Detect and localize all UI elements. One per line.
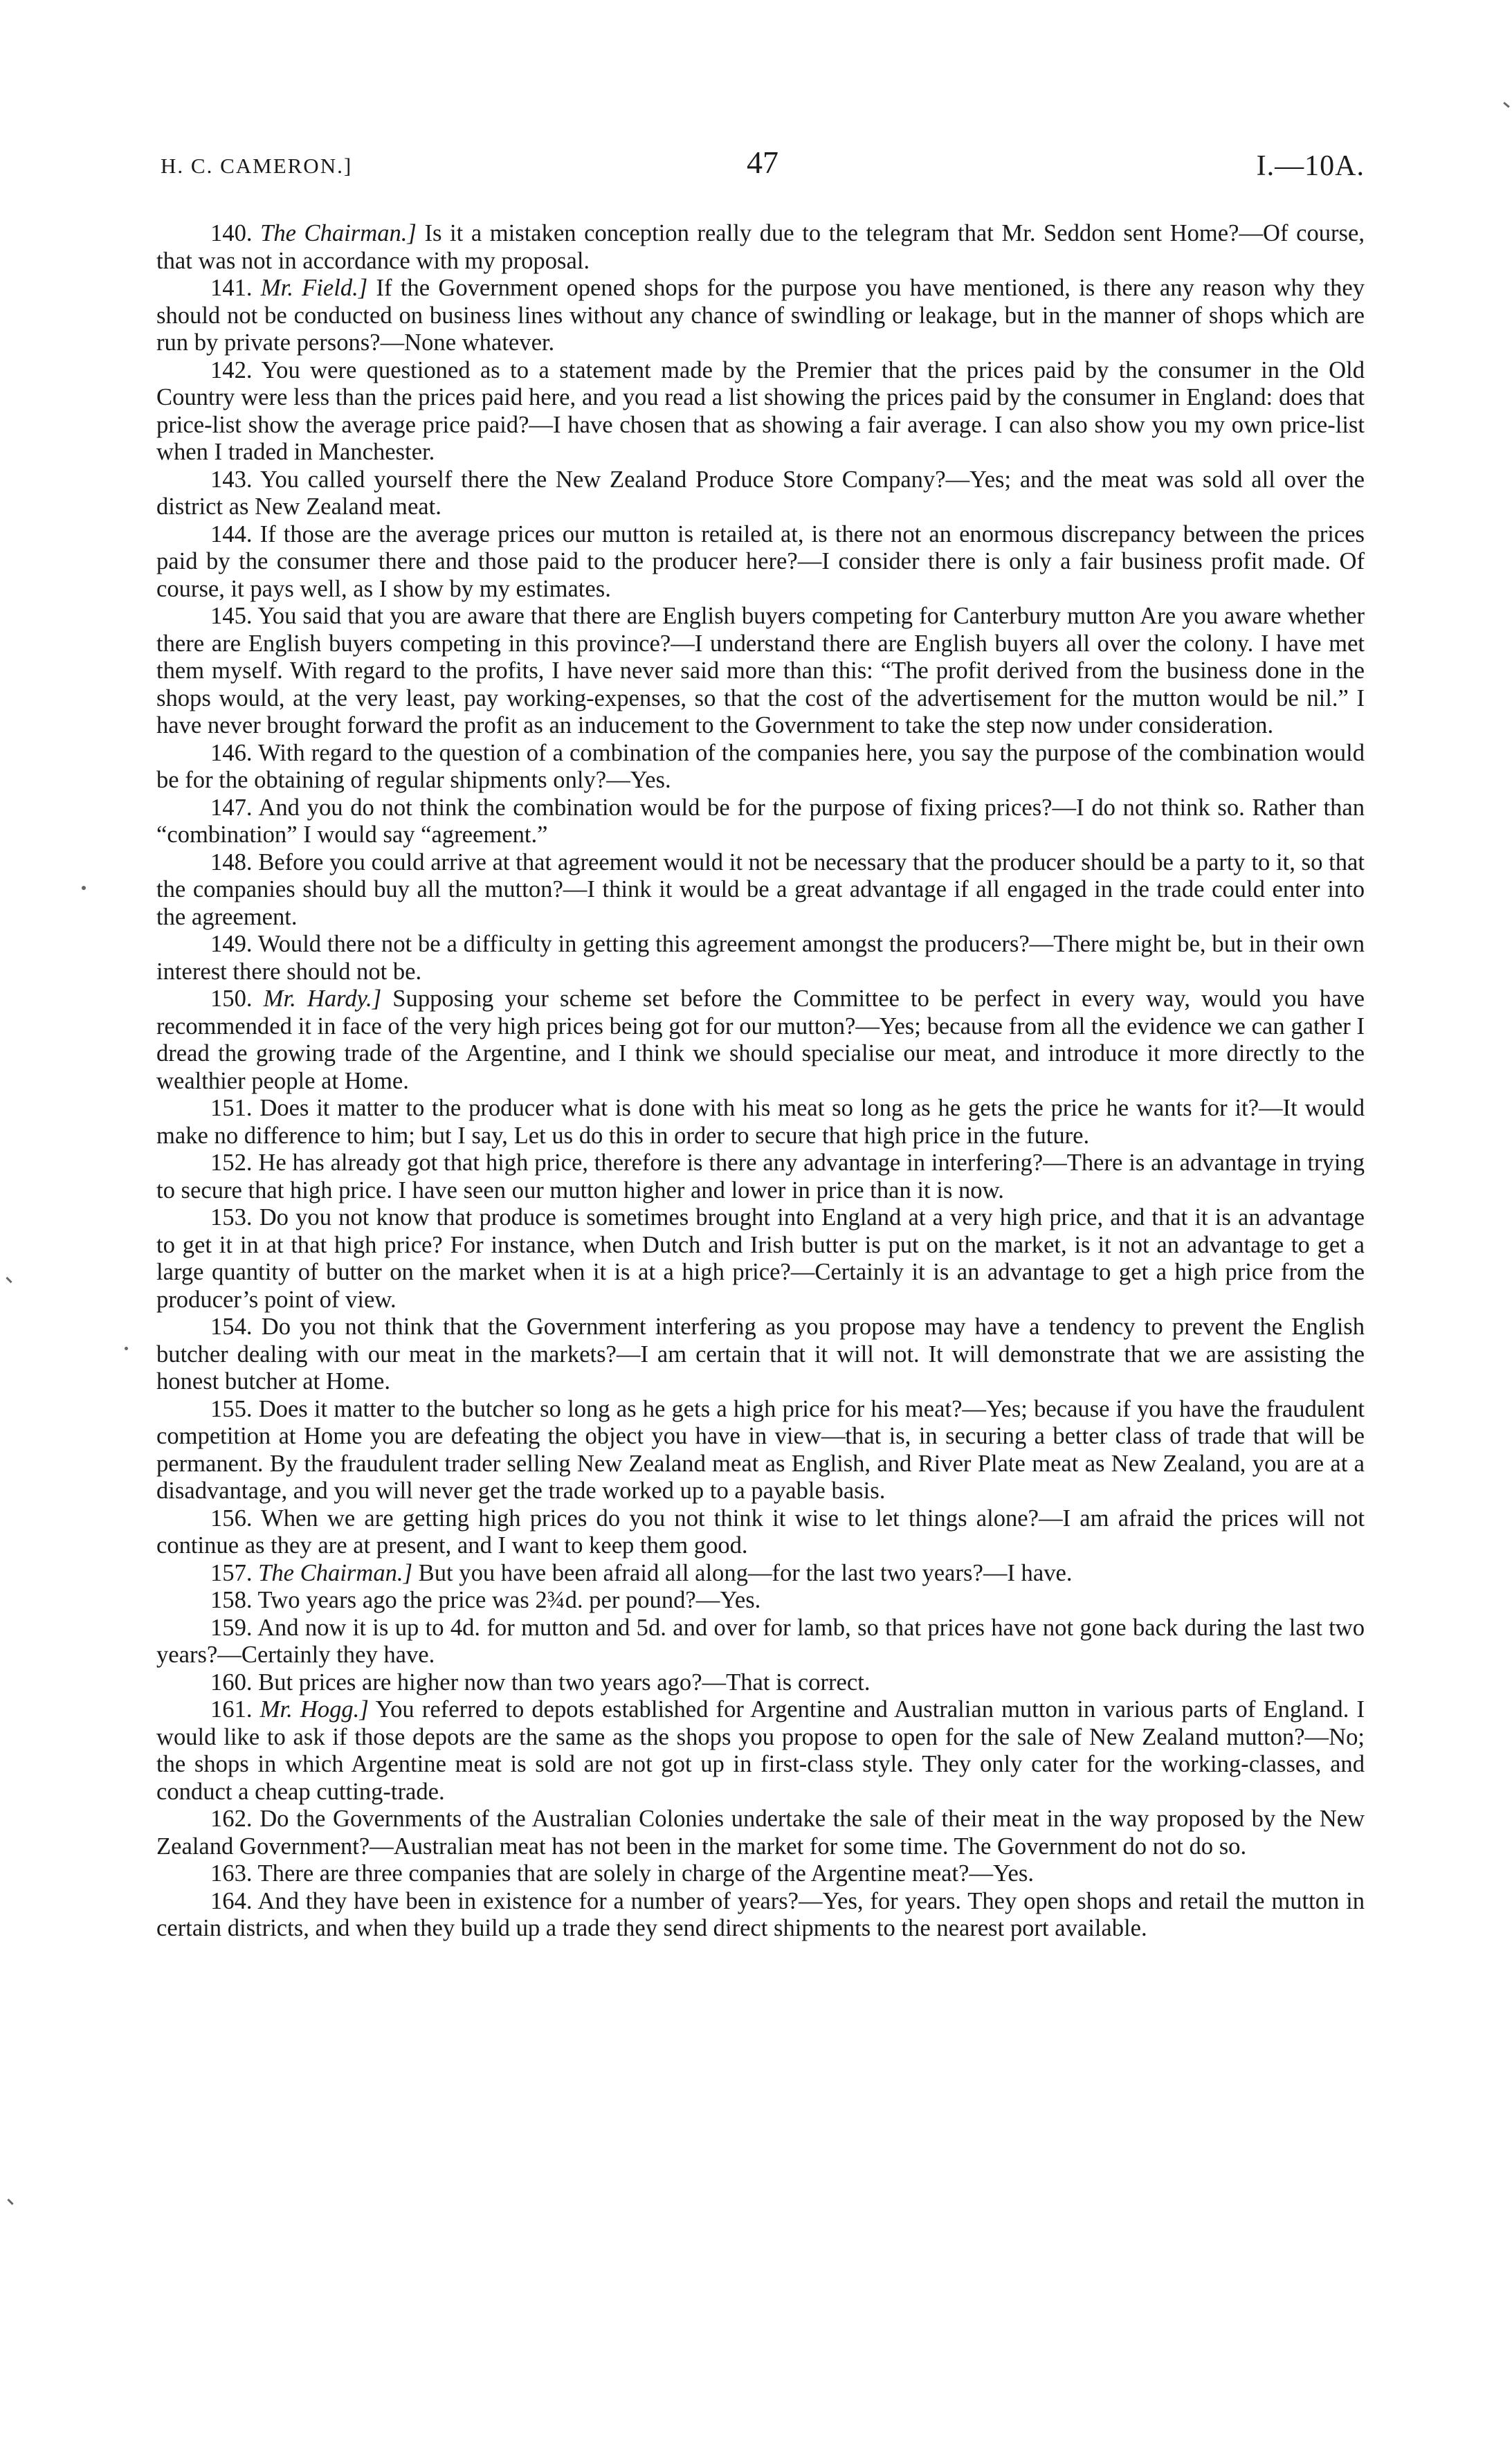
question-paragraph — [156, 1505, 1365, 1560]
question-answer-text: He has already got that high price, therefore is there any advantage in interfering?—There is an advantage in trying to secure that high price. I have seen our mutton higher and lower in price than it is now. — [156, 1150, 1365, 1204]
question-number: 144. — [210, 520, 260, 547]
question-answer-text: If those are the average prices our mutton is retailed at, is there not an enormous discrepancy between the prices paid by the consumer there and those paid to the producer here?—I consider there is only a fair business profit made. Of course, it pays well, as I show by my estimates. — [156, 520, 1365, 602]
question-paragraph — [156, 603, 1365, 740]
page-header — [161, 145, 1365, 195]
question-number: 151. — [210, 1095, 260, 1121]
question-number: 140. — [210, 220, 261, 246]
question-answer-text: Before you could arrive at that agreement would it not be necessary that the producer should be a party to it, so that the companies should buy all the mutton?—I think it would be a great advantage if all engaged in the trade could enter into the agreement. — [156, 848, 1365, 930]
question-paragraph — [156, 275, 1365, 357]
speaker-name: The Chairman.] — [258, 1559, 413, 1586]
question-paragraph — [156, 849, 1365, 932]
question-answer-text: Do you not know that produce is sometimes brought into England at a very high price, and that it is an advantage to get it in at that high price? For instance, when Dutch and Irish butter is put on the market, is it not an advantage to get a large quantity of butter on the market when it is at a high price?—Certainly it is an advantage to get a high price from the producer’s point of view. — [156, 1204, 1365, 1313]
question-number: 155. — [210, 1395, 259, 1422]
speaker-name: Mr. Hogg.] — [259, 1696, 369, 1723]
question-paragraph — [156, 521, 1365, 603]
question-answer-text: If the Government opened shops for the purpose you have mentioned, is there any reason why they should not be conducted on business lines without any chance of swindling or leakage, but in the manner of shops which are run by private persons?—None whatever. — [156, 275, 1365, 356]
scan-mark — [7, 2199, 13, 2205]
question-answer-text: There are three companies that are solely in charge of the Argentine meat?—Yes. — [257, 1860, 1035, 1887]
question-paragraph — [156, 1396, 1365, 1505]
question-answer-text: Two years ago the price was 2¾d. per pound?—Yes. — [257, 1587, 761, 1613]
question-answer-text: Does it matter to the butcher so long as he gets a high price for his meat?—Yes; because if you have the fraudulent competition at Home you are defeating the object you have in view—that is, in securing a better class of trade that will be permanent. By the fraudulent trader selling New Zealand meat as English, and River Plate meat as New Zealand, you are at a disadvantage, and you will never get the trade worked up to a payable basis. — [156, 1395, 1365, 1504]
question-answer-text: When we are getting high prices do you not think it wise to let things alone?—I am afraid the prices will not continue as they are at present, and I want to keep them good. — [156, 1505, 1365, 1559]
question-number: 159. — [210, 1614, 257, 1641]
question-paragraph — [156, 1587, 1365, 1615]
question-number: 163. — [210, 1860, 258, 1887]
speaker-name: Mr. Field.] — [260, 275, 368, 301]
witness-name: H. C. CAMERON.] — [161, 154, 353, 178]
question-number: 154. — [210, 1314, 262, 1340]
question-number: 147. — [210, 794, 259, 821]
question-number: 141. — [210, 275, 261, 301]
question-number: 160. — [210, 1669, 259, 1696]
question-paragraph — [156, 466, 1365, 521]
question-answer-text: Supposing your scheme set before the Committee to be perfect in every way, would you have recommended it in face of the very high prices being got for our mutton?—Yes; because from all the evidence we can gather I dread the growing trade of the Argentine, and I think we should specialise our meat, and introduce it more directly to the wealthier people at Home. — [156, 986, 1365, 1094]
speaker-name: The Chairman.] — [260, 220, 417, 246]
question-answer-text: Is it a mistaken conception really due to the telegram that Mr. Seddon sent Home?—Of course, that was not in accordance with my proposal. — [156, 220, 1365, 274]
question-number: 164. — [210, 1887, 258, 1914]
scan-mark — [1503, 102, 1510, 108]
question-paragraph — [156, 1888, 1365, 1943]
question-number: 148. — [210, 848, 259, 875]
question-paragraph — [156, 220, 1365, 275]
question-number: 152. — [210, 1150, 259, 1176]
question-number: 158. — [210, 1587, 258, 1613]
question-paragraph — [156, 1696, 1365, 1806]
question-number: 150. — [210, 986, 264, 1012]
question-paragraph — [156, 1204, 1365, 1314]
speaker-name: Mr. Hardy.] — [263, 986, 382, 1012]
evidence-text — [156, 220, 1365, 1943]
question-answer-text: Would there not be a difficulty in getting this agreement amongst the producers?—There might be, but in their own interest there should not be. — [156, 931, 1365, 985]
question-paragraph — [156, 1560, 1365, 1588]
question-answer-text: Does it matter to the producer what is done with his meat so long as he gets the price he wants for it?—It would make no difference to him; but I say, Let us do this in order to secure that high price in the future. — [156, 1095, 1365, 1149]
question-paragraph — [156, 1669, 1365, 1697]
question-number: 162. — [210, 1806, 260, 1832]
question-answer-text: But you have been afraid all along—for the last two years?—I have. — [412, 1559, 1073, 1586]
question-paragraph — [156, 357, 1365, 466]
question-number: 161. — [210, 1696, 260, 1723]
question-answer-text: And you do not think the combination would be for the purpose of fixing prices?—I do not think so. Rather than “combination” I would say “agreement.” — [156, 794, 1365, 848]
question-paragraph — [156, 1314, 1365, 1396]
question-answer-text: And they have been in existence for a number of years?—Yes, for years. They open shops and retail the mutton in certain districts, and when they build up a trade they send direct shipments to the nearest port available. — [156, 1887, 1365, 1941]
scan-mark — [125, 1347, 128, 1350]
scan-mark — [82, 886, 86, 890]
question-answer-text: Do you not think that the Government interfering as you propose may have a tendency to prevent the English butcher dealing with our meat in the markets?—I am certain that it will not. It will demonstrate that we are assisting the honest butcher at Home. — [156, 1314, 1365, 1395]
question-number: 156. — [210, 1505, 262, 1532]
question-paragraph — [156, 740, 1365, 794]
question-paragraph — [156, 794, 1365, 849]
question-number: 146. — [210, 739, 258, 766]
question-answer-text: You said that you are aware that there are English buyers competing for Canterbury mutton Are you aware whether there are English buyers competing in this province?—I understand there are English buyers all over the colony. I have met them myself. With regard to the profits, I have never said more than this: “The profit derived from the business done in the shops would, at the very least, pay working-expenses, so that the cost of the advertisement for the mutton would be nil.” I have never brought forward the profit as an inducement to the Government to take the step now under consideration. — [156, 603, 1365, 738]
question-answer-text: You called yourself there the New Zealand Produce Store Company?—Yes; and the meat was sold all over the district as New Zealand meat. — [156, 466, 1365, 520]
question-paragraph — [156, 986, 1365, 1095]
question-answer-text: But prices are higher now than two years ago?—That is correct. — [258, 1669, 871, 1696]
question-number: 153. — [210, 1204, 259, 1230]
question-answer-text: Do the Governments of the Australian Colonies undertake the sale of their meat in the way proposed by the New Zealand Government?—Australian meat has not been in the market for some time. The Government do not do so. — [156, 1806, 1365, 1860]
question-paragraph — [156, 1615, 1365, 1669]
question-paragraph — [156, 1806, 1365, 1860]
question-number: 143. — [210, 466, 260, 493]
document-reference: I.—10A. — [1256, 150, 1365, 182]
question-paragraph — [156, 931, 1365, 986]
question-answer-text: You referred to depots established for Argentine and Australian mutton in various parts of England. I would like to ask if those depots are the same as the shops you propose to open for the sale of New Zealand mutton?—No; the shops in which Argentine meat is sold are not got up in first-class style. They only cater for the working-classes, and conduct a cheap cutting-trade. — [156, 1696, 1365, 1805]
question-number: 142. — [210, 356, 262, 383]
question-answer-text: With regard to the question of a combination of the companies here, you say the purpose of the combination would be for the obtaining of regular shipments only?—Yes. — [156, 739, 1365, 793]
question-answer-text: And now it is up to 4d. for mutton and 5d. and over for lamb, so that prices have not gone back during the last two years?—Certainly they have. — [156, 1614, 1365, 1668]
question-number: 145. — [210, 603, 258, 629]
question-answer-text: You were questioned as to a statement made by the Premier that the prices paid by the consumer in the Old Country were less than the prices paid here, and you read a list showing the prices paid by the consumer in England: does that price-list show the average price paid?—I have chosen that as showing a fair average. I can also show you my own price-list when I traded in Manchester. — [156, 356, 1365, 465]
question-paragraph — [156, 1860, 1365, 1888]
scan-mark — [6, 1277, 12, 1283]
question-number: 149. — [210, 931, 258, 957]
page-number: 47 — [747, 145, 778, 180]
question-number: 157. — [210, 1559, 259, 1586]
question-paragraph — [156, 1150, 1365, 1204]
question-paragraph — [156, 1095, 1365, 1150]
